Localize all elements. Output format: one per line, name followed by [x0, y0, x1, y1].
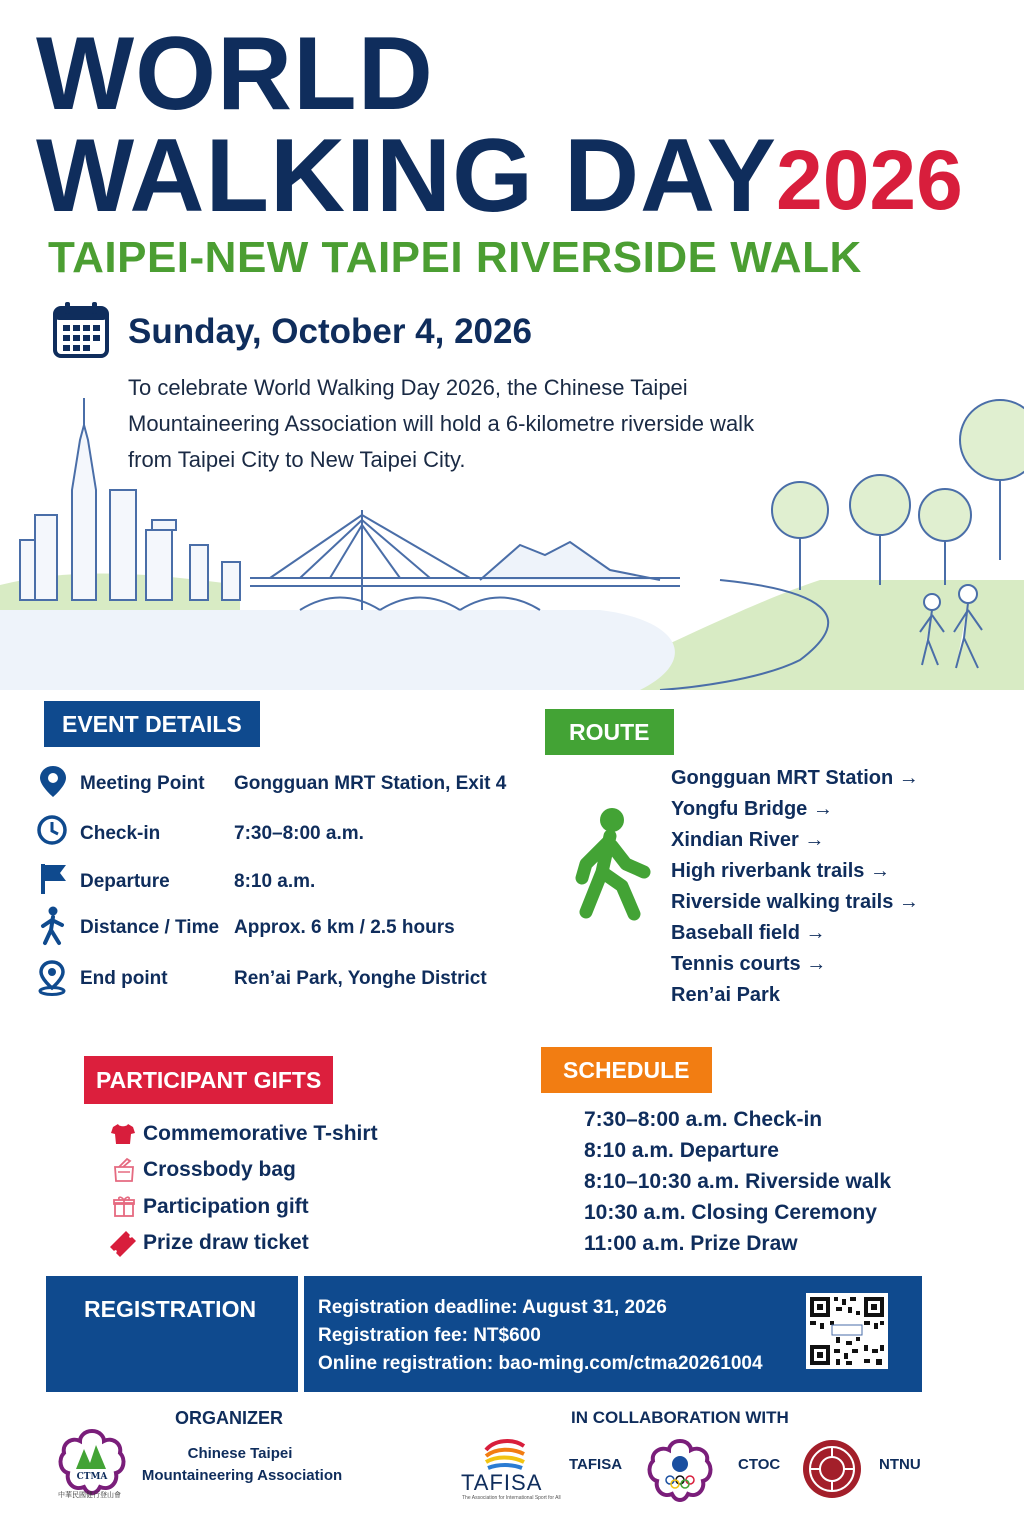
participant-gifts-heading: PARTICIPANT GIFTS [84, 1056, 333, 1104]
registration-deadline: Registration deadline: August 31, 2026 [318, 1297, 667, 1318]
ctma-logo [56, 1427, 128, 1499]
detail-label-check-in: Check-in [80, 823, 161, 844]
riverside-illustration [0, 370, 1024, 690]
schedule-item: 11:00 a.m. Prize Draw [584, 1232, 798, 1255]
walking-person-icon [568, 806, 652, 922]
registration-heading: REGISTRATION [84, 1296, 257, 1322]
detail-value-check-in: 7:30–8:00 a.m. [234, 823, 364, 844]
tshirt-icon [110, 1122, 136, 1146]
tafisa-logo-text: TAFISA [461, 1470, 543, 1495]
detail-label-meeting-point: Meeting Point [80, 773, 205, 794]
intro-text: To celebrate World Walking Day 2026, the Chinese Taipei Mountaineering Association will hold a 6-kilometre riverside walk from Taipei City to New Taipei City. [128, 375, 755, 472]
ctoc-logo [647, 1438, 713, 1504]
event-date: Sunday, October 4, 2026 [128, 312, 532, 351]
detail-label-distance: Distance / Time [80, 917, 220, 938]
detail-value-meeting-point: Gongguan MRT Station, Exit 4 [234, 773, 507, 794]
schedule-heading: SCHEDULE [541, 1047, 712, 1093]
detail-value-departure: 8:10 a.m. [234, 871, 316, 892]
organizer-name-line2: Mountaineering Association [141, 1467, 343, 1484]
partner-name: TAFISA [569, 1456, 623, 1473]
partner-name: CTOC [738, 1456, 781, 1473]
subtitle: TAIPEI-NEW TAIPEI RIVERSIDE WALK [48, 233, 862, 282]
location-pin-icon [38, 764, 68, 798]
route-stop: Xindian River → [671, 829, 825, 851]
schedule-item: 10:30 a.m. Closing Ceremony [584, 1201, 877, 1224]
route-stops [671, 763, 919, 1011]
registration-divider [298, 1276, 304, 1392]
gift-item: Prize draw ticket [143, 1231, 309, 1254]
route-stop: Tennis courts → [671, 953, 827, 975]
organizer-name-line1: Chinese Taipei [187, 1445, 293, 1462]
detail-value-distance: Approx. 6 km / 2.5 hours [234, 917, 455, 938]
ctma-logo-caption: 中華民國健行登山會 [58, 1492, 121, 1499]
qr-code[interactable] [806, 1293, 888, 1369]
detail-label-departure: Departure [80, 871, 170, 892]
partner-name: NTNU [879, 1456, 921, 1473]
calendar-icon [52, 300, 110, 360]
title-year: 2026 [776, 133, 963, 227]
detail-value-end-point: Ren’ai Park, Yonghe District [234, 968, 487, 989]
ticket-icon [108, 1229, 138, 1257]
route-stop: Baseball field → [671, 922, 826, 944]
organizer-heading: ORGANIZER [175, 1408, 283, 1428]
ctma-logo-text: CTMA [76, 1472, 108, 1482]
schedule-item: 7:30–8:00 a.m. Check-in [584, 1108, 823, 1131]
schedule-item: 8:10–10:30 a.m. Riverside walk [584, 1170, 892, 1193]
route-stop: Riverside walking trails → [671, 891, 919, 913]
bag-icon [112, 1157, 136, 1183]
title-line-2: WALKING DAY [36, 118, 777, 234]
gift-item: Participation gift [143, 1195, 309, 1218]
clock-icon [36, 814, 68, 846]
tafisa-logo-caption: The Association for International Sport for All [462, 1495, 561, 1501]
route-stop: High riverbank trails → [671, 860, 890, 882]
detail-label-end-point: End point [80, 968, 168, 989]
route-stop: Ren’ai Park [671, 984, 780, 1006]
flag-icon [38, 862, 70, 896]
schedule-item: 8:10 a.m. Departure [584, 1139, 779, 1162]
gift-item: Commemorative T-shirt [143, 1122, 378, 1145]
ntnu-logo [801, 1438, 863, 1500]
collaboration-heading: IN COLLABORATION WITH [571, 1408, 789, 1427]
walker-icon [38, 906, 68, 946]
route-heading: ROUTE [545, 709, 674, 755]
route-stop: Yongfu Bridge → [671, 798, 833, 820]
map-pin-icon [36, 960, 68, 996]
title-line-1: WORLD [36, 16, 434, 132]
event-details-heading: EVENT DETAILS [44, 701, 260, 747]
gift-icon [112, 1194, 136, 1218]
gift-item: Crossbody bag [143, 1158, 296, 1181]
route-stop: Gongguan MRT Station → [671, 767, 919, 789]
registration-online-link[interactable]: Online registration: bao-ming.com/ctma20261004 [318, 1353, 763, 1374]
registration-fee: Registration fee: NT$600 [318, 1325, 541, 1346]
